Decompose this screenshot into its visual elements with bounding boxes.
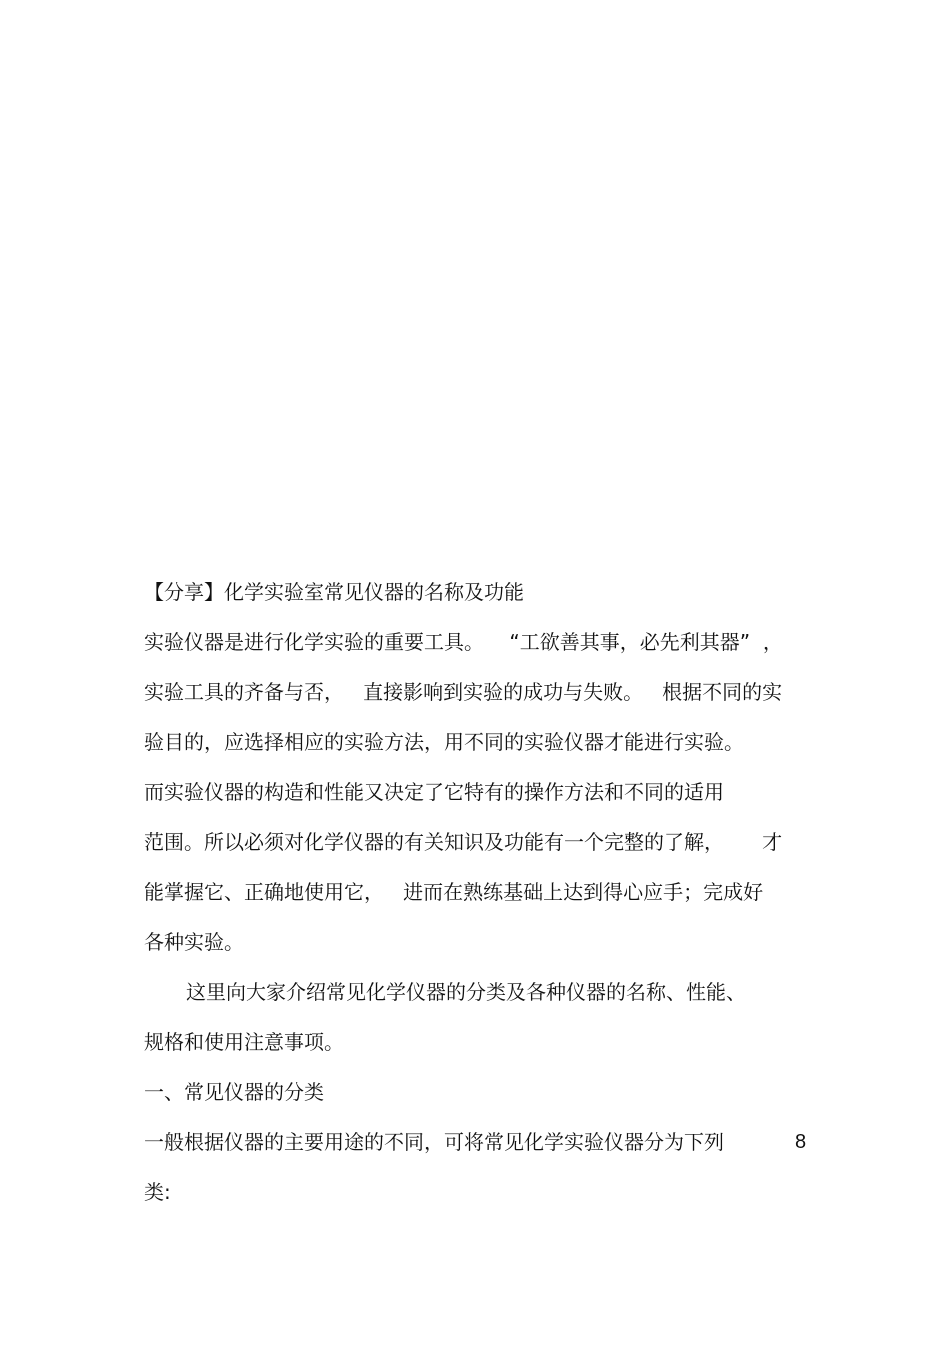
paragraph-line: 类:	[144, 1180, 171, 1204]
paragraph-line: 这里向大家介绍常见化学仪器的分类及各种仪器的名称、性能、	[186, 980, 746, 1004]
section-heading: 一、常见仪器的分类	[144, 1080, 324, 1104]
paragraph-line: 一般根据仪器的主要用途的不同，可将常见化学实验仪器分为下列	[144, 1130, 724, 1154]
paragraph-line: 各种实验。	[144, 930, 244, 954]
paragraph-line: 规格和使用注意事项。	[144, 1030, 344, 1054]
paragraph-line: 范围。所以必须对化学仪器的有关知识及功能有一个完整的了解， 才	[144, 830, 783, 854]
paragraph-line: 而实验仪器的构造和性能又决定了它特有的操作方法和不同的适用	[144, 780, 724, 804]
paragraph-line: 实验工具的齐备与否， 直接影响到实验的成功与失败。 根据不同的实	[144, 680, 783, 704]
paragraph-line: 验目的，应选择相应的实验方法，用不同的实验仪器才能进行实验。	[144, 730, 744, 754]
paragraph-line: 实验仪器是进行化学实验的重要工具。 “工欲善其事，必先利其器” ，	[144, 630, 783, 654]
category-count: 8	[795, 1131, 807, 1153]
paragraph-line: 能掌握它、正确地使用它， 进而在熟练基础上达到得心应手；完成好	[144, 880, 764, 904]
document-title: 【分享】化学实验室常见仪器的名称及功能	[144, 580, 524, 604]
